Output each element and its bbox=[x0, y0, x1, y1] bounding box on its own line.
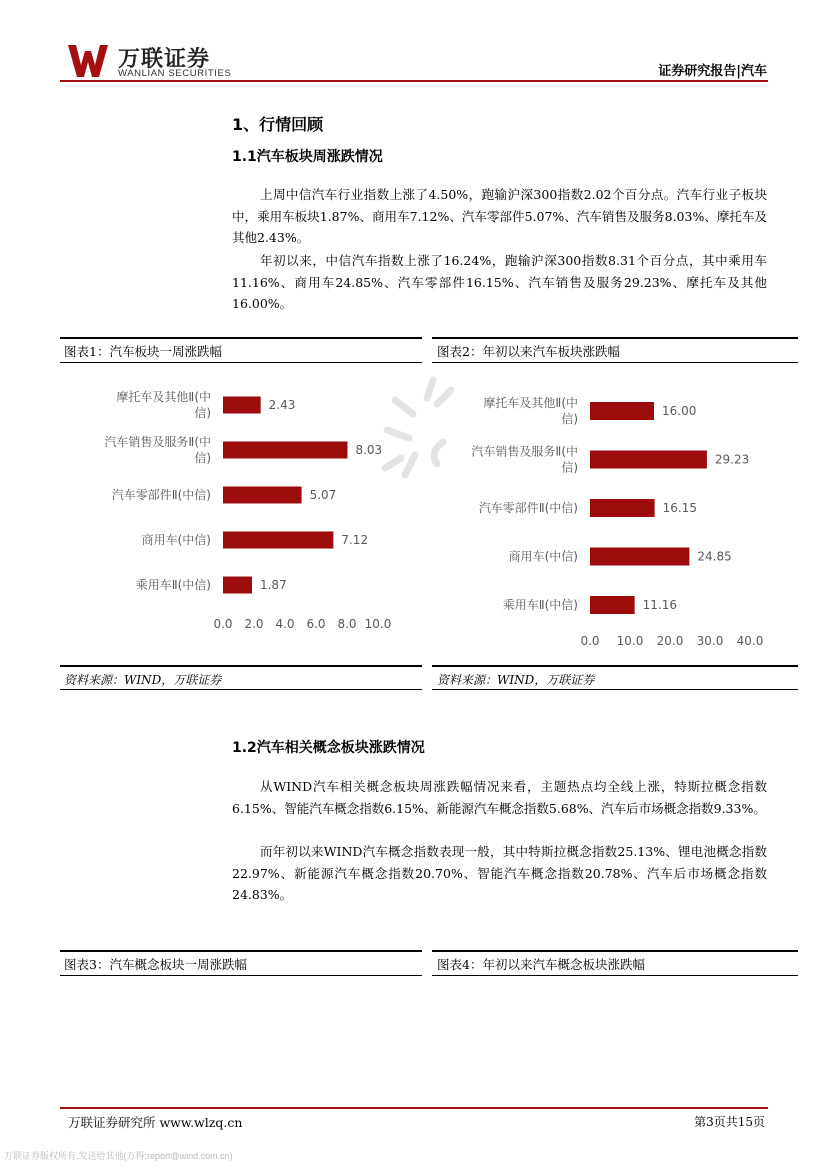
tick-label: 40.0 bbox=[736, 634, 764, 648]
data-label: 29.23 bbox=[714, 452, 750, 467]
paragraph-concept-ytd: 而年初以来WIND汽车概念指数表现一般，其中特斯拉概念指数25.13%、锂电池概念指数22.97%、新能源汽车概念指数20.70%、智能汽车概念指数20.78%、汽车后市场概念指数24.83%。 bbox=[232, 844, 767, 902]
fig4-top-rule bbox=[432, 950, 798, 952]
data-label: 1.87 bbox=[259, 578, 287, 592]
fig3-title-rule bbox=[60, 975, 422, 976]
page-number: 第3页共15页 bbox=[694, 1115, 765, 1129]
fig2-source-rule bbox=[432, 689, 798, 690]
data-label: 16.00 bbox=[662, 404, 697, 418]
category-label: 乘用车Ⅱ(中信) bbox=[135, 578, 211, 592]
tick-label: 6.0 bbox=[306, 617, 326, 631]
fig1-source-rule bbox=[60, 689, 422, 690]
data-label: 8.03 bbox=[355, 443, 383, 457]
subsection-heading-1-1: 1.1汽车板块周涨跌情况 bbox=[232, 149, 383, 165]
header-rule bbox=[60, 80, 768, 82]
bar bbox=[590, 596, 635, 614]
data-label: 24.85 bbox=[697, 549, 732, 564]
fig3-top-rule bbox=[60, 950, 422, 952]
category-label: 汽车销售及服务Ⅱ(中信) bbox=[471, 444, 578, 475]
bar bbox=[590, 451, 707, 469]
footer-website: 万联证券研究所 www.wlzq.cn bbox=[68, 1115, 243, 1130]
bar bbox=[590, 499, 655, 517]
data-label: 2.43 bbox=[268, 398, 296, 412]
fig1-top-rule bbox=[60, 337, 422, 339]
brand-name-en: WANLIAN SECURITIES bbox=[118, 68, 232, 79]
bar bbox=[223, 442, 347, 459]
wanlian-logo-icon bbox=[68, 45, 108, 77]
paragraph-weekly: 上周中信汽车行业指数上涨了4.50%，跑输沪深300指数2.02个百分点。汽车行业子板块中，乘用车板块1.87%、商用车7.12%、汽车零部件5.07%、汽车销售及服务8.03%、摩托车及其他2.43%。 bbox=[232, 187, 767, 245]
tick-label: 30.0 bbox=[696, 634, 724, 648]
category-label: 汽车零部件Ⅱ(中信) bbox=[478, 501, 578, 515]
tick-label: 10.0 bbox=[364, 617, 392, 631]
category-label: 汽车零部件Ⅱ(中信) bbox=[111, 488, 211, 502]
tick-label: 2.0 bbox=[244, 617, 264, 631]
fig2-bottom-rule bbox=[432, 665, 798, 667]
bar bbox=[223, 397, 261, 414]
copyright-notice: 万联证券版权所有,发送给其他(万得:report@wind.com.cn) bbox=[4, 1151, 233, 1161]
tick-label: 20.0 bbox=[656, 634, 684, 648]
bar bbox=[223, 487, 302, 504]
tick-label: 0.0 bbox=[213, 617, 233, 631]
brand-name-cn: 万联证券 bbox=[118, 47, 211, 72]
bar bbox=[223, 532, 333, 549]
tick-label: 0.0 bbox=[580, 634, 600, 648]
fig1-bottom-rule bbox=[60, 665, 422, 667]
fig2-source: 资料来源：WIND，万联证券 bbox=[437, 673, 595, 687]
tick-label: 8.0 bbox=[337, 617, 357, 631]
fig4-title-rule bbox=[432, 975, 798, 976]
category-label: 商用车(中信) bbox=[508, 549, 578, 564]
paragraph-ytd: 年初以来，中信汽车指数上涨了16.24%，跑输沪深300指数8.31个百分点，其中乘用车11.16%、商用车24.85%、汽车零部件16.15%、汽车销售及服务29.23%、摩托车及其他16.00%。 bbox=[232, 253, 767, 311]
bar bbox=[590, 402, 654, 420]
fig2-title: 图表2：年初以来汽车板块涨跌幅 bbox=[437, 344, 620, 359]
category-label: 汽车销售及服务Ⅱ(中信) bbox=[104, 435, 211, 465]
fig2-top-rule bbox=[432, 337, 798, 339]
tick-label: 10.0 bbox=[616, 634, 644, 648]
watermark-icon bbox=[355, 360, 495, 500]
category-label: 摩托车及其他Ⅱ(中信) bbox=[483, 396, 578, 426]
tick-label: 4.0 bbox=[275, 617, 295, 631]
category-label: 乘用车Ⅱ(中信) bbox=[502, 598, 578, 612]
bar bbox=[590, 548, 689, 566]
data-label: 16.15 bbox=[662, 501, 697, 515]
footer-rule bbox=[60, 1107, 768, 1109]
fig4-title: 图表4：年初以来汽车概念板块涨跌幅 bbox=[437, 957, 645, 972]
section-heading: 1、行情回顾 bbox=[232, 115, 324, 134]
fig1-source: 资料来源：WIND，万联证券 bbox=[64, 673, 222, 687]
fig3-title: 图表3：汽车概念板块一周涨跌幅 bbox=[64, 957, 247, 972]
bar bbox=[223, 577, 252, 594]
subsection-heading-1-2: 1.2汽车相关概念板块涨跌情况 bbox=[232, 740, 425, 756]
data-label: 7.12 bbox=[341, 533, 369, 547]
data-label: 5.07 bbox=[309, 488, 337, 502]
fig1-title: 图表1：汽车板块一周涨跌幅 bbox=[64, 344, 222, 359]
paragraph-concept-weekly: 从WIND汽车相关概念板块周涨跌幅情况来看，主题热点均全线上涨，特斯拉概念指数6.15%、智能汽车概念指数6.15%、新能源汽车概念指数5.68%、汽车后市场概念指数9.33%。 bbox=[232, 779, 767, 816]
report-category: 证券研究报告|汽车 bbox=[658, 64, 767, 79]
data-label: 11.16 bbox=[642, 598, 677, 612]
category-label: 商用车(中信) bbox=[141, 533, 211, 547]
category-label: 摩托车及其他Ⅱ(中信) bbox=[116, 390, 211, 420]
